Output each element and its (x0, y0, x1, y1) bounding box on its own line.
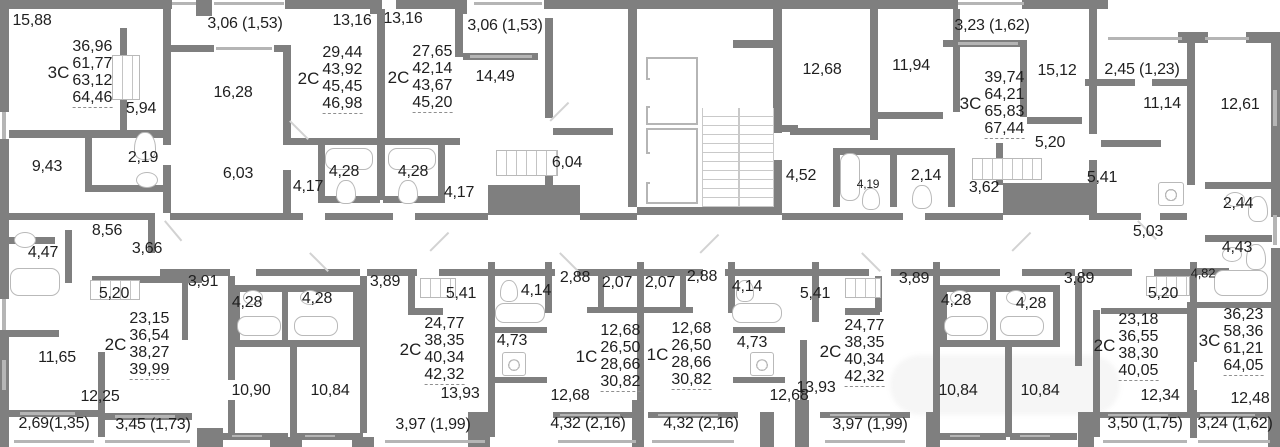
window-line (1103, 440, 1187, 443)
apartment-area-value: 46,98 (322, 95, 363, 112)
wall (196, 0, 212, 16)
room-area-label: 4,32 (2,16) (663, 415, 739, 432)
wall (439, 269, 488, 276)
wall (283, 170, 291, 213)
wall (408, 276, 415, 312)
apartment-area-value: 40,34 (844, 351, 885, 368)
apartment-area-value: 42,32 (844, 368, 885, 385)
window-line (2, 360, 6, 390)
apartment-summary (1199, 306, 1264, 376)
apartment-area-value: 12,68 (671, 320, 712, 337)
room-area-label: 5,20 (1147, 285, 1179, 302)
apartment-area-value: 28,66 (600, 356, 641, 373)
wall (1078, 412, 1094, 447)
wall (782, 213, 903, 220)
wall (360, 276, 367, 433)
wall (628, 0, 776, 9)
room-area-label: 3,23 (1,62) (954, 17, 1030, 34)
apartment-summary (105, 310, 170, 380)
tub-icon (495, 303, 545, 323)
apartment-area-value: 38,35 (844, 334, 885, 351)
wall (396, 0, 460, 9)
apartment-area-value: 42,32 (424, 366, 465, 383)
wall (377, 9, 385, 200)
apartment-type-label: 2C (104, 335, 127, 354)
apartment-summary (576, 322, 641, 392)
apartment-area-value: 45,45 (322, 78, 363, 95)
apartment-area-value: 38,27 (129, 344, 170, 361)
apartment-areas (984, 69, 1024, 139)
wall (283, 45, 291, 145)
room-area-label: 13,16 (383, 10, 423, 27)
toilet-icon (912, 185, 932, 209)
room-area-label: 10,84 (938, 382, 978, 399)
room-area-label: 4,47 (27, 244, 59, 261)
wall (495, 377, 547, 383)
room-area-label: 3,89 (1063, 270, 1095, 287)
wall (228, 400, 235, 433)
wall (733, 40, 775, 48)
room-area-label: 11,14 (1143, 95, 1181, 112)
window-line (214, 2, 284, 5)
room-area-label: 14,49 (475, 68, 515, 85)
room-area-label: 13,93 (440, 385, 480, 402)
room-area-label: 6,04 (551, 154, 583, 171)
wall (488, 262, 495, 437)
apartment-area-value: 39,74 (984, 69, 1025, 86)
room-area-label: 3,89 (369, 273, 401, 290)
apartment-area-value: 36,54 (129, 327, 170, 344)
apartment-area-value: 40,05 (1118, 362, 1159, 379)
tub-icon (732, 303, 782, 323)
wall (933, 262, 940, 433)
wall (553, 128, 613, 135)
room-area-label: 2,14 (910, 167, 942, 184)
room-area-label: 8,56 (91, 222, 123, 239)
apartment-area-value: 28,66 (671, 354, 712, 371)
apartment-summary (647, 320, 712, 390)
room-area-label: 4,28 (231, 294, 263, 311)
door-swing (289, 120, 308, 139)
wall (774, 0, 958, 9)
wall (1205, 182, 1272, 189)
wall (0, 0, 172, 9)
room-area-label: 3,89 (898, 270, 930, 287)
wall (948, 148, 955, 207)
door-swing (429, 232, 448, 251)
room-area-label: 12,68 (802, 61, 842, 78)
apartment-areas (72, 38, 112, 108)
door-swing (699, 234, 718, 253)
apartment-areas (129, 310, 169, 380)
room-area-label: 2,19 (127, 149, 159, 166)
wall (940, 269, 1000, 276)
wall (725, 269, 812, 276)
room-area-label: 9,43 (31, 158, 63, 175)
window-line (232, 435, 262, 437)
room-area-label: 3,24 (1,62) (1197, 415, 1273, 432)
window-line (1198, 440, 1270, 443)
wall (1075, 276, 1082, 366)
wall (637, 207, 782, 215)
washer-icon (1158, 182, 1184, 206)
room-area-label: 2,07 (601, 274, 633, 291)
washer-icon (502, 352, 526, 376)
window-line (958, 2, 1024, 5)
door-swing (1011, 232, 1030, 251)
apartment-area-value: 24,77 (844, 317, 885, 334)
wall (790, 128, 870, 135)
wall (990, 290, 996, 340)
wall (926, 412, 940, 447)
room-area-label: 11,65 (38, 349, 76, 366)
wall (1085, 79, 1135, 86)
apartment-area-value: 29,44 (322, 44, 363, 61)
wall (163, 165, 171, 213)
apartment-area-value: 23,18 (1118, 311, 1159, 328)
window-line (950, 435, 980, 437)
wall (1053, 285, 1060, 343)
wall (1022, 0, 1108, 9)
wall (170, 213, 303, 220)
wall (408, 308, 443, 315)
room-area-label: 4,28 (397, 163, 429, 180)
window-line (1205, 37, 1249, 40)
wall (940, 340, 1060, 347)
apartment-type-label: 2C (399, 340, 422, 359)
room-area-label: 5,41 (1086, 169, 1118, 186)
wall (773, 9, 782, 133)
wall (170, 45, 214, 52)
apartment-areas (424, 315, 464, 385)
wall (325, 213, 393, 220)
toilet-icon (398, 180, 418, 204)
window-line (1273, 215, 1277, 245)
room-area-label: 4,52 (785, 167, 817, 184)
toilet-icon (500, 280, 518, 302)
window-line (958, 42, 1018, 45)
wall (270, 437, 302, 447)
room-area-label: 3,06 (1,53) (467, 17, 543, 34)
apartment-area-value: 63,12 (72, 72, 113, 89)
apartment-summary (48, 38, 113, 108)
apartment-type-label: 3C (47, 63, 70, 82)
wall (290, 347, 297, 437)
apartment-areas (1223, 306, 1263, 376)
apartment-area-value: 36,23 (1223, 306, 1264, 323)
apartment-areas (671, 320, 711, 390)
apartment-areas (1118, 311, 1158, 381)
apartment-area-value: 38,30 (1118, 345, 1159, 362)
window-line (652, 440, 734, 443)
room-area-label: 4,82 (1190, 265, 1216, 281)
room-area-label: 3,91 (187, 273, 219, 290)
door-swing (164, 220, 182, 241)
window-line (1108, 37, 1182, 40)
window-line (216, 47, 272, 50)
apartment-area-value: 45,20 (412, 94, 453, 111)
room-area-label: 12,25 (80, 388, 120, 405)
room-area-label: 3,62 (968, 179, 1000, 196)
wall (1089, 9, 1097, 134)
window-line (474, 2, 542, 5)
room-area-label: 3,50 (1,75) (1107, 415, 1183, 432)
room-area-label: 3,45 (1,73) (115, 416, 191, 433)
room-area-label: 12,48 (1230, 390, 1270, 407)
wall (256, 269, 360, 276)
window-line (1273, 90, 1277, 126)
toilet-icon (862, 188, 880, 210)
window-line (305, 435, 335, 437)
room-area-label: 4,73 (496, 332, 528, 349)
wall (163, 9, 171, 145)
wall (1101, 213, 1141, 220)
window-line (470, 55, 532, 58)
wall (587, 307, 637, 313)
apartment-area-value: 24,77 (424, 315, 465, 332)
room-area-label: 4,28 (1015, 295, 1047, 312)
kitchen-icon (845, 278, 881, 298)
room-area-label: 4,17 (292, 178, 324, 195)
wall (545, 18, 553, 118)
wall (1027, 117, 1082, 124)
room-area-label: 4,17 (443, 184, 475, 201)
wall (1154, 269, 1190, 276)
wall (385, 138, 460, 145)
wall (285, 0, 377, 9)
wall (291, 138, 377, 145)
room-area-label: 4,43 (1221, 239, 1253, 256)
room-area-label: 2,69(1,35) (18, 415, 90, 432)
stairs (702, 108, 774, 207)
wall (925, 213, 1003, 220)
wall (1160, 213, 1187, 220)
room-area-label: 4,28 (301, 290, 333, 307)
apartment-area-value: 26,50 (600, 339, 641, 356)
apartment-type-label: 2C (387, 68, 410, 87)
room-area-label: 4,32 (2,16) (550, 415, 626, 432)
wall (1003, 183, 1089, 215)
apartment-summary (400, 315, 465, 385)
apartment-type-label: 3C (1198, 331, 1221, 350)
room-area-label: 2,88 (559, 269, 591, 286)
wall (733, 327, 785, 333)
window-line (1020, 435, 1050, 437)
room-area-label: 3,97 (1,99) (832, 416, 908, 433)
apartment-summary (1094, 311, 1159, 381)
apartment-area-value: 36,96 (72, 38, 113, 55)
apartment-area-value: 23,15 (129, 310, 170, 327)
room-area-label: 3,66 (131, 240, 163, 257)
room-area-label: 15,88 (12, 12, 52, 29)
stairs-divider (738, 108, 740, 207)
kitchen-icon (972, 158, 1042, 180)
room-area-label: 12,68 (769, 387, 809, 404)
apartment-area-value: 64,46 (72, 89, 113, 106)
wall (680, 276, 686, 310)
apartment-area-value: 38,35 (424, 332, 465, 349)
apartment-summary (820, 317, 885, 387)
room-area-label: 3,06 (1,53) (207, 15, 283, 32)
window-line (2, 112, 6, 139)
window-line (558, 440, 636, 443)
room-area-label: 5,41 (799, 285, 831, 302)
wall (544, 0, 630, 9)
wall (795, 400, 809, 447)
room-area-label: 16,28 (213, 84, 253, 101)
apartment-area-value: 65,83 (984, 103, 1025, 120)
wall (352, 437, 374, 447)
wall (1089, 213, 1101, 220)
apartment-type-label: 1C (575, 347, 598, 366)
wall (353, 285, 360, 343)
room-area-label: 12,61 (1220, 96, 1260, 113)
apartment-areas (322, 44, 362, 114)
tub-icon (944, 316, 988, 336)
apartment-type-label: 1C (646, 345, 669, 364)
apartment-area-value: 64,21 (984, 86, 1025, 103)
wall (85, 133, 92, 187)
apartment-area-value: 58,36 (1223, 323, 1264, 340)
window-line (172, 2, 196, 5)
apartment-area-value: 43,67 (412, 77, 453, 94)
apartment-type-label: 2C (297, 69, 320, 88)
wall (1005, 347, 1012, 437)
room-area-label: 10,84 (1020, 382, 1060, 399)
apartment-area-value: 40,34 (424, 349, 465, 366)
room-area-label: 4,14 (731, 278, 763, 295)
apartment-area-value: 61,21 (1223, 340, 1264, 357)
apartment-area-value: 61,77 (72, 55, 113, 72)
toilet-icon (336, 180, 356, 204)
wall (488, 185, 580, 215)
apartment-areas (412, 43, 452, 113)
apartment-area-value: 67,44 (984, 120, 1025, 137)
wall (0, 0, 9, 112)
apartment-area-value: 42,14 (412, 60, 453, 77)
wall (233, 340, 360, 347)
room-area-label: 4,28 (940, 292, 972, 309)
wall (1101, 140, 1161, 147)
wall (628, 9, 637, 207)
apartment-area-value: 36,55 (1118, 328, 1159, 345)
wall (580, 213, 637, 220)
wall (876, 112, 943, 119)
room-area-label: 11,94 (892, 57, 930, 74)
wall (455, 9, 463, 57)
room-area-label: 13,16 (332, 12, 372, 29)
wall (9, 330, 59, 337)
wall (282, 290, 288, 340)
room-area-label: 10,90 (231, 382, 271, 399)
apartment-area-value: 30,82 (600, 373, 641, 390)
room-area-label: 6,03 (222, 165, 254, 182)
window-line (2, 299, 6, 330)
wall (773, 160, 782, 207)
wall (760, 412, 774, 447)
apartment-type-label: 3C (959, 94, 982, 113)
room-area-label: 13,93 (796, 379, 836, 396)
room-area-label: 5,20 (1034, 134, 1066, 151)
apartment-summary (388, 43, 453, 113)
room-area-label: 3,97 (1,99) (395, 416, 471, 433)
room-area-label: 4,28 (328, 163, 360, 180)
kitchen-icon (496, 150, 558, 176)
wall (65, 230, 72, 283)
tub-icon (1000, 316, 1044, 336)
room-area-label: 5,94 (125, 100, 157, 117)
window-line (105, 440, 190, 443)
room-area-label: 12,68 (550, 387, 590, 404)
room-area-label: 4,14 (520, 282, 552, 299)
room-area-label: 2,45 (1,23) (1104, 61, 1180, 78)
apartment-area-value: 12,68 (600, 322, 641, 339)
tub-icon (294, 316, 338, 336)
washer-icon (750, 352, 774, 376)
window-line (385, 440, 485, 443)
room-area-label: 2,88 (686, 268, 718, 285)
wall (870, 9, 878, 140)
window-line (825, 440, 905, 443)
apartment-area-value: 43,92 (322, 61, 363, 78)
room-area-label: 5,03 (1132, 223, 1164, 240)
tub-icon (1214, 270, 1268, 296)
apartment-area-value: 27,65 (412, 43, 453, 60)
sink-icon (136, 172, 158, 188)
room-area-label: 4,73 (736, 334, 768, 351)
room-area-label: 2,44 (1222, 195, 1254, 212)
wall (733, 377, 785, 383)
apartment-summary (298, 44, 363, 114)
apartment-area-value: 30,82 (671, 371, 712, 388)
window-line (14, 440, 94, 443)
apartment-type-label: 2C (1093, 336, 1116, 355)
wall (819, 269, 869, 276)
tub-icon (10, 268, 60, 296)
wall (197, 428, 223, 447)
apartment-areas (600, 322, 640, 392)
apartment-summary (960, 69, 1025, 139)
room-area-label: 12,34 (1140, 387, 1180, 404)
apartment-areas (844, 317, 884, 387)
room-area-label: 4,19 (856, 177, 880, 191)
room-area-label: 15,12 (1037, 62, 1077, 79)
apartment-area-value: 26,50 (671, 337, 712, 354)
room-area-label: 10,84 (310, 382, 350, 399)
wall (415, 213, 488, 220)
elevator-shaft (646, 57, 698, 125)
kitchen-icon (112, 55, 140, 100)
room-area-label: 2,07 (644, 274, 676, 291)
apartment-area-value: 39,99 (129, 361, 170, 378)
wall (9, 213, 149, 220)
wall (0, 139, 9, 299)
wall (833, 148, 840, 207)
tub-icon (237, 316, 281, 336)
wall (643, 307, 693, 313)
wall (890, 155, 897, 207)
room-area-label: 5,41 (445, 285, 477, 302)
wall (1152, 79, 1190, 86)
elevator-shaft (646, 128, 698, 204)
room-area-label: 5,20 (98, 285, 130, 302)
wall (1187, 40, 1195, 185)
wall (845, 308, 880, 315)
apartment-type-label: 2C (819, 342, 842, 361)
apartment-area-value: 64,05 (1223, 357, 1264, 374)
